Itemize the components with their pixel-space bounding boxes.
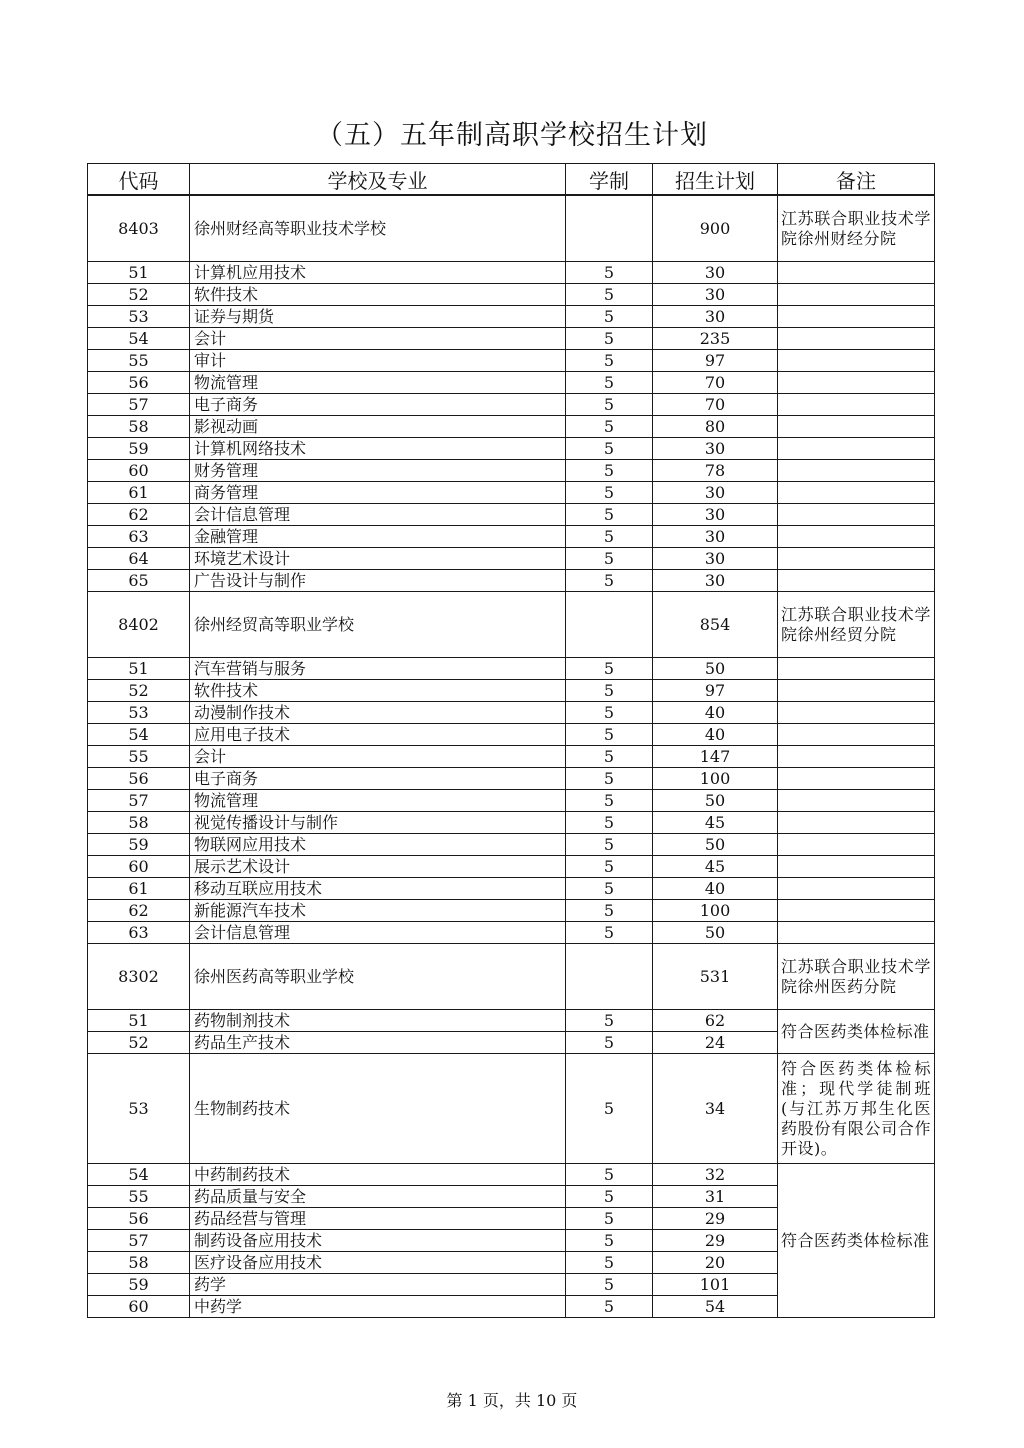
table-row xyxy=(88,680,935,702)
cell-name: 展示艺术设计 xyxy=(190,856,566,878)
cell-code: 8302 xyxy=(88,944,190,1010)
cell-plan: 100 xyxy=(653,768,778,790)
cell-note: 江苏联合职业技术学院徐州财经分院 xyxy=(778,195,935,262)
table-row xyxy=(88,416,935,438)
cell-name: 医疗设备应用技术 xyxy=(190,1252,566,1274)
table-row xyxy=(88,570,935,592)
table-row xyxy=(88,460,935,482)
cell-plan: 40 xyxy=(653,878,778,900)
cell-note xyxy=(778,482,935,504)
cell-years xyxy=(566,195,653,262)
cell-plan: 31 xyxy=(653,1186,778,1208)
cell-years: 5 xyxy=(566,724,653,746)
cell-years: 5 xyxy=(566,372,653,394)
cell-note xyxy=(778,900,935,922)
cell-code: 59 xyxy=(88,834,190,856)
cell-code: 58 xyxy=(88,416,190,438)
cell-years: 5 xyxy=(566,284,653,306)
cell-years: 5 xyxy=(566,768,653,790)
cell-years xyxy=(566,944,653,1010)
cell-code: 8403 xyxy=(88,195,190,262)
cell-note xyxy=(778,702,935,724)
cell-years: 5 xyxy=(566,328,653,350)
cell-note: 符合医药类体检标准；现代学徒制班(与江苏万邦生化医药股份有限公司合作开设)。 xyxy=(778,1054,935,1164)
cell-code: 56 xyxy=(88,372,190,394)
cell-plan: 30 xyxy=(653,262,778,284)
cell-name: 汽车营销与服务 xyxy=(190,658,566,680)
cell-name: 审计 xyxy=(190,350,566,372)
cell-note xyxy=(778,372,935,394)
cell-code: 60 xyxy=(88,1296,190,1318)
table-row xyxy=(88,328,935,350)
header-name: 学校及专业 xyxy=(190,164,566,196)
cell-note xyxy=(778,350,935,372)
cell-code: 59 xyxy=(88,438,190,460)
cell-note xyxy=(778,768,935,790)
table-row xyxy=(88,350,935,372)
cell-note: 符合医药类体检标准 xyxy=(778,1164,935,1318)
cell-code: 64 xyxy=(88,548,190,570)
cell-name: 环境艺术设计 xyxy=(190,548,566,570)
cell-name: 徐州财经高等职业技术学校 xyxy=(190,195,566,262)
cell-code: 56 xyxy=(88,1208,190,1230)
cell-code: 57 xyxy=(88,394,190,416)
cell-years: 5 xyxy=(566,1186,653,1208)
cell-code: 54 xyxy=(88,1164,190,1186)
cell-note xyxy=(778,790,935,812)
cell-name: 药品生产技术 xyxy=(190,1032,566,1054)
table-row xyxy=(88,878,935,900)
table-row xyxy=(88,834,935,856)
cell-plan: 20 xyxy=(653,1252,778,1274)
cell-years: 5 xyxy=(566,1164,653,1186)
cell-plan: 50 xyxy=(653,790,778,812)
cell-note xyxy=(778,724,935,746)
cell-note xyxy=(778,394,935,416)
cell-years: 5 xyxy=(566,526,653,548)
page-title: （五）五年制高职学校招生计划 xyxy=(316,120,708,151)
cell-name: 中药学 xyxy=(190,1296,566,1318)
cell-plan: 30 xyxy=(653,284,778,306)
cell-plan: 24 xyxy=(653,1032,778,1054)
cell-note xyxy=(778,504,935,526)
cell-note xyxy=(778,658,935,680)
cell-plan: 147 xyxy=(653,746,778,768)
table-row xyxy=(88,702,935,724)
header-years: 学制 xyxy=(566,164,653,196)
cell-years: 5 xyxy=(566,790,653,812)
cell-plan: 30 xyxy=(653,438,778,460)
cell-code: 53 xyxy=(88,702,190,724)
cell-name: 移动互联应用技术 xyxy=(190,878,566,900)
table-row xyxy=(88,372,935,394)
table-row xyxy=(88,394,935,416)
cell-years: 5 xyxy=(566,900,653,922)
cell-note xyxy=(778,306,935,328)
cell-plan: 30 xyxy=(653,306,778,328)
table-row xyxy=(88,438,935,460)
cell-name: 商务管理 xyxy=(190,482,566,504)
cell-code: 62 xyxy=(88,504,190,526)
cell-code: 53 xyxy=(88,1054,190,1164)
cell-name: 药学 xyxy=(190,1274,566,1296)
cell-name: 药品经营与管理 xyxy=(190,1208,566,1230)
cell-name: 广告设计与制作 xyxy=(190,570,566,592)
cell-name: 制药设备应用技术 xyxy=(190,1230,566,1252)
header-note: 备注 xyxy=(778,164,935,196)
table-row xyxy=(88,284,935,306)
cell-years: 5 xyxy=(566,658,653,680)
table-row xyxy=(88,856,935,878)
cell-years: 5 xyxy=(566,702,653,724)
table-row xyxy=(88,1164,935,1186)
cell-years: 5 xyxy=(566,878,653,900)
cell-name: 证券与期货 xyxy=(190,306,566,328)
table-row xyxy=(88,262,935,284)
table-row xyxy=(88,306,935,328)
cell-plan: 45 xyxy=(653,812,778,834)
cell-code: 57 xyxy=(88,1230,190,1252)
cell-code: 54 xyxy=(88,328,190,350)
cell-years: 5 xyxy=(566,504,653,526)
cell-code: 63 xyxy=(88,526,190,548)
cell-plan: 97 xyxy=(653,350,778,372)
cell-code: 60 xyxy=(88,460,190,482)
cell-years: 5 xyxy=(566,1274,653,1296)
cell-name: 会计 xyxy=(190,328,566,350)
table-row xyxy=(88,482,935,504)
cell-years: 5 xyxy=(566,460,653,482)
cell-name: 软件技术 xyxy=(190,680,566,702)
cell-name: 物联网应用技术 xyxy=(190,834,566,856)
cell-plan: 101 xyxy=(653,1274,778,1296)
cell-code: 53 xyxy=(88,306,190,328)
cell-name: 物流管理 xyxy=(190,372,566,394)
cell-note xyxy=(778,416,935,438)
cell-name: 动漫制作技术 xyxy=(190,702,566,724)
cell-note xyxy=(778,812,935,834)
table-row xyxy=(88,812,935,834)
cell-years: 5 xyxy=(566,746,653,768)
cell-name: 药品质量与安全 xyxy=(190,1186,566,1208)
cell-note xyxy=(778,460,935,482)
cell-name: 会计信息管理 xyxy=(190,504,566,526)
cell-plan: 29 xyxy=(653,1230,778,1252)
cell-name: 电子商务 xyxy=(190,768,566,790)
cell-years: 5 xyxy=(566,350,653,372)
school-row xyxy=(88,592,935,658)
cell-plan: 62 xyxy=(653,1010,778,1032)
cell-note xyxy=(778,548,935,570)
cell-plan: 30 xyxy=(653,526,778,548)
header-code: 代码 xyxy=(88,164,190,196)
cell-plan: 30 xyxy=(653,482,778,504)
cell-years: 5 xyxy=(566,812,653,834)
cell-code: 8402 xyxy=(88,592,190,658)
cell-years: 5 xyxy=(566,1296,653,1318)
cell-code: 62 xyxy=(88,900,190,922)
cell-plan: 30 xyxy=(653,570,778,592)
cell-name: 会计信息管理 xyxy=(190,922,566,944)
cell-name: 应用电子技术 xyxy=(190,724,566,746)
table-row xyxy=(88,746,935,768)
table-row xyxy=(88,900,935,922)
cell-plan: 235 xyxy=(653,328,778,350)
cell-plan: 50 xyxy=(653,834,778,856)
cell-note xyxy=(778,262,935,284)
cell-plan: 40 xyxy=(653,724,778,746)
cell-note xyxy=(778,856,935,878)
cell-name: 计算机应用技术 xyxy=(190,262,566,284)
cell-years: 5 xyxy=(566,482,653,504)
cell-name: 物流管理 xyxy=(190,790,566,812)
cell-years: 5 xyxy=(566,438,653,460)
cell-plan: 78 xyxy=(653,460,778,482)
table-row xyxy=(88,526,935,548)
cell-plan: 34 xyxy=(653,1054,778,1164)
table-row xyxy=(88,1010,935,1032)
cell-code: 65 xyxy=(88,570,190,592)
cell-years: 5 xyxy=(566,1010,653,1032)
cell-note: 江苏联合职业技术学院徐州经贸分院 xyxy=(778,592,935,658)
cell-name: 计算机网络技术 xyxy=(190,438,566,460)
cell-plan: 54 xyxy=(653,1296,778,1318)
cell-years: 5 xyxy=(566,394,653,416)
cell-years: 5 xyxy=(566,548,653,570)
cell-years: 5 xyxy=(566,416,653,438)
cell-plan: 70 xyxy=(653,394,778,416)
cell-note xyxy=(778,328,935,350)
cell-code: 60 xyxy=(88,856,190,878)
cell-code: 55 xyxy=(88,1186,190,1208)
cell-name: 财务管理 xyxy=(190,460,566,482)
cell-code: 52 xyxy=(88,680,190,702)
cell-years: 5 xyxy=(566,1252,653,1274)
cell-plan: 900 xyxy=(653,195,778,262)
cell-code: 55 xyxy=(88,746,190,768)
cell-note xyxy=(778,438,935,460)
cell-plan: 97 xyxy=(653,680,778,702)
cell-code: 63 xyxy=(88,922,190,944)
school-row xyxy=(88,195,935,262)
table-row xyxy=(88,658,935,680)
cell-plan: 50 xyxy=(653,922,778,944)
cell-years: 5 xyxy=(566,262,653,284)
cell-code: 54 xyxy=(88,724,190,746)
cell-plan: 30 xyxy=(653,504,778,526)
cell-code: 57 xyxy=(88,790,190,812)
cell-plan: 50 xyxy=(653,658,778,680)
cell-code: 51 xyxy=(88,1010,190,1032)
cell-note xyxy=(778,570,935,592)
cell-name: 会计 xyxy=(190,746,566,768)
cell-note xyxy=(778,878,935,900)
cell-name: 新能源汽车技术 xyxy=(190,900,566,922)
cell-years: 5 xyxy=(566,834,653,856)
cell-code: 58 xyxy=(88,812,190,834)
table-row xyxy=(88,1054,935,1164)
cell-note xyxy=(778,526,935,548)
cell-code: 51 xyxy=(88,262,190,284)
cell-note xyxy=(778,834,935,856)
school-row xyxy=(88,944,935,1010)
cell-code: 55 xyxy=(88,350,190,372)
cell-plan: 100 xyxy=(653,900,778,922)
cell-years: 5 xyxy=(566,1230,653,1252)
cell-plan: 80 xyxy=(653,416,778,438)
cell-code: 58 xyxy=(88,1252,190,1274)
table-row xyxy=(88,790,935,812)
enrollment-plan-table xyxy=(87,163,935,1318)
cell-years: 5 xyxy=(566,1208,653,1230)
cell-name: 视觉传播设计与制作 xyxy=(190,812,566,834)
table-header-row xyxy=(88,164,935,196)
table-row xyxy=(88,768,935,790)
cell-years: 5 xyxy=(566,856,653,878)
cell-code: 59 xyxy=(88,1274,190,1296)
cell-note xyxy=(778,680,935,702)
cell-code: 51 xyxy=(88,658,190,680)
cell-name: 软件技术 xyxy=(190,284,566,306)
table-row xyxy=(88,504,935,526)
table-row xyxy=(88,548,935,570)
cell-name: 徐州医药高等职业学校 xyxy=(190,944,566,1010)
cell-plan: 40 xyxy=(653,702,778,724)
cell-note xyxy=(778,922,935,944)
cell-years: 5 xyxy=(566,922,653,944)
cell-years: 5 xyxy=(566,680,653,702)
cell-name: 药物制剂技术 xyxy=(190,1010,566,1032)
cell-years: 5 xyxy=(566,1032,653,1054)
cell-name: 徐州经贸高等职业学校 xyxy=(190,592,566,658)
cell-code: 61 xyxy=(88,878,190,900)
cell-note xyxy=(778,746,935,768)
cell-plan: 854 xyxy=(653,592,778,658)
cell-name: 影视动画 xyxy=(190,416,566,438)
page-footer: 第 1 页，共 10 页 xyxy=(446,1391,578,1410)
cell-years: 5 xyxy=(566,1054,653,1164)
table-row xyxy=(88,922,935,944)
cell-code: 52 xyxy=(88,284,190,306)
cell-plan: 30 xyxy=(653,548,778,570)
cell-plan: 29 xyxy=(653,1208,778,1230)
header-plan: 招生计划 xyxy=(653,164,778,196)
cell-code: 61 xyxy=(88,482,190,504)
cell-note: 符合医药类体检标准 xyxy=(778,1010,935,1054)
cell-years: 5 xyxy=(566,570,653,592)
cell-code: 56 xyxy=(88,768,190,790)
cell-name: 生物制药技术 xyxy=(190,1054,566,1164)
table-body xyxy=(88,195,935,1318)
cell-name: 中药制药技术 xyxy=(190,1164,566,1186)
cell-years: 5 xyxy=(566,306,653,328)
cell-plan: 32 xyxy=(653,1164,778,1186)
table-row xyxy=(88,724,935,746)
cell-code: 52 xyxy=(88,1032,190,1054)
cell-note: 江苏联合职业技术学院徐州医药分院 xyxy=(778,944,935,1010)
cell-plan: 45 xyxy=(653,856,778,878)
cell-note xyxy=(778,284,935,306)
cell-years xyxy=(566,592,653,658)
cell-name: 电子商务 xyxy=(190,394,566,416)
cell-name: 金融管理 xyxy=(190,526,566,548)
cell-plan: 531 xyxy=(653,944,778,1010)
cell-plan: 70 xyxy=(653,372,778,394)
